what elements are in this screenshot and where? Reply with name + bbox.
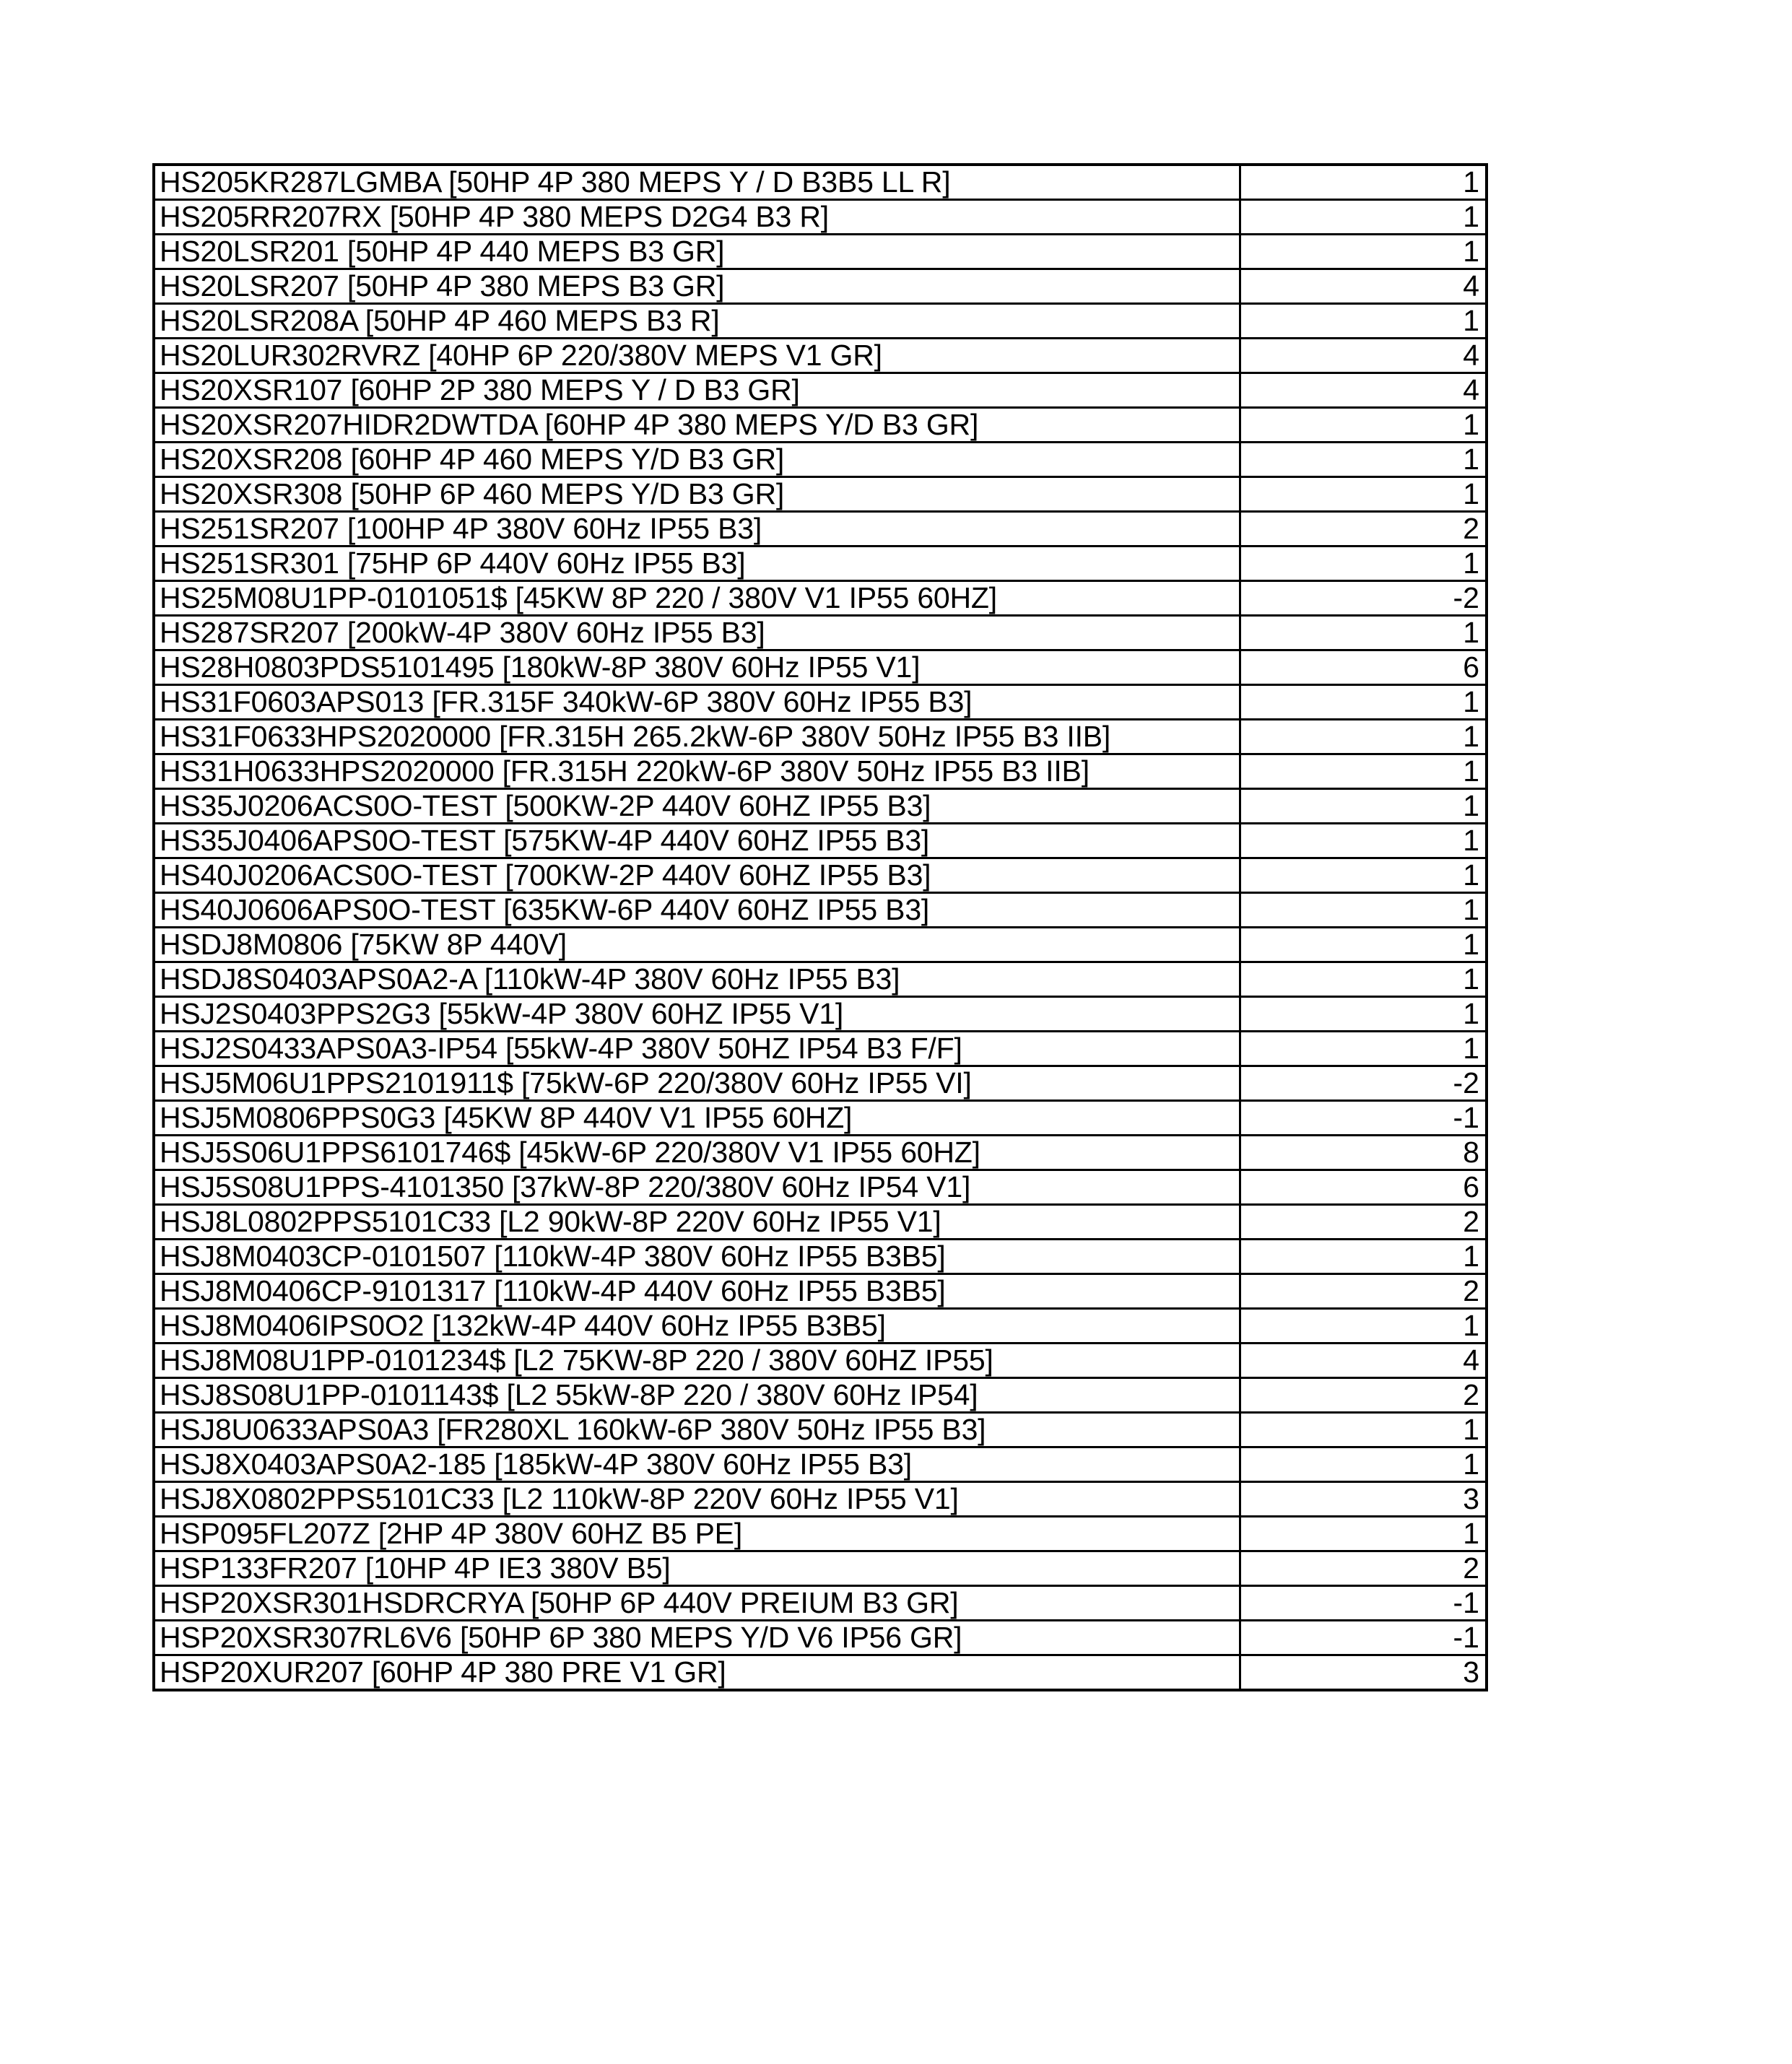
quantity-cell: 1: [1240, 824, 1487, 858]
quantity-cell: -2: [1240, 1066, 1487, 1101]
quantity-cell: 1: [1240, 1240, 1487, 1274]
quantity-cell: 1: [1240, 408, 1487, 443]
item-description-cell: HS287SR207 [200kW-4P 380V 60Hz IP55 B3]: [154, 616, 1240, 650]
table-row: [154, 1413, 1487, 1447]
table-row: [154, 893, 1487, 928]
item-description-cell: HSJ8M0403CP-0101507 [110kW-4P 380V 60Hz IP55 B3B5]: [154, 1240, 1240, 1274]
item-description-cell: HSDJ8M0806 [75KW 8P 440V]: [154, 928, 1240, 962]
item-description-cell: HS20LSR207 [50HP 4P 380 MEPS B3 GR]: [154, 269, 1240, 304]
item-description-cell: HS205RR207RX [50HP 4P 380 MEPS D2G4 B3 R]: [154, 200, 1240, 235]
quantity-cell: 2: [1240, 1378, 1487, 1413]
quantity-cell: 6: [1240, 1170, 1487, 1205]
table-row: [154, 269, 1487, 304]
item-description-cell: HSJ5M0806PPS0G3 [45KW 8P 440V V1 IP55 60HZ]: [154, 1101, 1240, 1136]
quantity-cell: 2: [1240, 1205, 1487, 1240]
table-row: [154, 754, 1487, 789]
quantity-cell: 1: [1240, 893, 1487, 928]
item-description-cell: HSJ2S0433APS0A3-IP54 [55kW-4P 380V 50HZ IP54 B3 F/F]: [154, 1032, 1240, 1066]
table-row: [154, 1101, 1487, 1136]
item-description-cell: HS20XSR207HIDR2DWTDA [60HP 4P 380 MEPS Y/D B3 GR]: [154, 408, 1240, 443]
quantity-cell: 1: [1240, 1447, 1487, 1482]
table-row: [154, 443, 1487, 477]
item-description-cell: HS20XSR308 [50HP 6P 460 MEPS Y/D B3 GR]: [154, 477, 1240, 512]
quantity-cell: 1: [1240, 997, 1487, 1032]
table-row: [154, 1621, 1487, 1655]
item-description-cell: HS20XSR107 [60HP 2P 380 MEPS Y / D B3 GR]: [154, 373, 1240, 408]
quantity-cell: 1: [1240, 616, 1487, 650]
item-description-cell: HSJ8X0403APS0A2-185 [185kW-4P 380V 60Hz IP55 B3]: [154, 1447, 1240, 1482]
table-row: [154, 1274, 1487, 1309]
quantity-cell: 1: [1240, 1413, 1487, 1447]
quantity-cell: 1: [1240, 720, 1487, 754]
table-row: [154, 339, 1487, 373]
quantity-cell: 1: [1240, 165, 1487, 200]
item-description-cell: HSJ5M06U1PPS2101911$ [75kW-6P 220/380V 60Hz IP55 VI]: [154, 1066, 1240, 1101]
quantity-cell: 1: [1240, 754, 1487, 789]
quantity-cell: -1: [1240, 1586, 1487, 1621]
item-description-cell: HS205KR287LGMBA [50HP 4P 380 MEPS Y / D B3B5 LL R]: [154, 165, 1240, 200]
table-row: [154, 408, 1487, 443]
quantity-cell: 4: [1240, 339, 1487, 373]
item-description-cell: HS40J0606APS0O-TEST [635KW-6P 440V 60HZ IP55 B3]: [154, 893, 1240, 928]
item-description-cell: HS20XSR208 [60HP 4P 460 MEPS Y/D B3 GR]: [154, 443, 1240, 477]
table-row: [154, 962, 1487, 997]
table-row: [154, 304, 1487, 339]
table-row: [154, 1170, 1487, 1205]
item-description-cell: HSJ5S08U1PPS-4101350 [37kW-8P 220/380V 60Hz IP54 V1]: [154, 1170, 1240, 1205]
table-row: [154, 235, 1487, 269]
quantity-cell: 3: [1240, 1482, 1487, 1517]
item-description-cell: HSJ8M08U1PP-0101234$ [L2 75KW-8P 220 / 380V 60HZ IP55]: [154, 1344, 1240, 1378]
table-row: [154, 1655, 1487, 1691]
item-description-cell: HSJ8X0802PPS5101C33 [L2 110kW-8P 220V 60Hz IP55 V1]: [154, 1482, 1240, 1517]
quantity-cell: 1: [1240, 477, 1487, 512]
item-description-cell: HSDJ8S0403APS0A2-A [110kW-4P 380V 60Hz IP55 B3]: [154, 962, 1240, 997]
table-row: [154, 928, 1487, 962]
item-description-cell: HS20LSR201 [50HP 4P 440 MEPS B3 GR]: [154, 235, 1240, 269]
quantity-cell: 1: [1240, 962, 1487, 997]
item-description-cell: HSJ8L0802PPS5101C33 [L2 90kW-8P 220V 60Hz IP55 V1]: [154, 1205, 1240, 1240]
item-description-cell: HSJ8U0633APS0A3 [FR280XL 160kW-6P 380V 50Hz IP55 B3]: [154, 1413, 1240, 1447]
table-row: [154, 373, 1487, 408]
table-row: [154, 789, 1487, 824]
inventory-table-body: [154, 165, 1487, 1690]
quantity-cell: 1: [1240, 304, 1487, 339]
table-row: [154, 1136, 1487, 1170]
table-row: [154, 720, 1487, 754]
item-description-cell: HS31H0633HPS2020000 [FR.315H 220kW-6P 380V 50Hz IP55 B3 IIB]: [154, 754, 1240, 789]
quantity-cell: 1: [1240, 235, 1487, 269]
item-description-cell: HS31F0603APS013 [FR.315F 340kW-6P 380V 60Hz IP55 B3]: [154, 685, 1240, 720]
table-row: [154, 581, 1487, 616]
item-description-cell: HSJ8M0406CP-9101317 [110kW-4P 440V 60Hz IP55 B3B5]: [154, 1274, 1240, 1309]
quantity-cell: 1: [1240, 858, 1487, 893]
quantity-cell: 4: [1240, 1344, 1487, 1378]
table-row: [154, 1066, 1487, 1101]
item-description-cell: HSP20XSR301HSDRCRYA [50HP 6P 440V PREIUM B3 GR]: [154, 1586, 1240, 1621]
quantity-cell: 2: [1240, 1551, 1487, 1586]
quantity-cell: 1: [1240, 1309, 1487, 1344]
table-row: [154, 1551, 1487, 1586]
table-row: [154, 616, 1487, 650]
table-row: [154, 1482, 1487, 1517]
table-row: [154, 1240, 1487, 1274]
item-description-cell: HS25M08U1PP-0101051$ [45KW 8P 220 / 380V V1 IP55 60HZ]: [154, 581, 1240, 616]
table-row: [154, 858, 1487, 893]
quantity-cell: 2: [1240, 1274, 1487, 1309]
table-row: [154, 997, 1487, 1032]
table-row: [154, 512, 1487, 547]
table-row: [154, 1447, 1487, 1482]
item-description-cell: HSJ8M0406IPS0O2 [132kW-4P 440V 60Hz IP55 B3B5]: [154, 1309, 1240, 1344]
quantity-cell: 2: [1240, 512, 1487, 547]
table-row: [154, 1309, 1487, 1344]
item-description-cell: HS35J0406APS0O-TEST [575KW-4P 440V 60HZ IP55 B3]: [154, 824, 1240, 858]
item-description-cell: HSP133FR207 [10HP 4P IE3 380V B5]: [154, 1551, 1240, 1586]
table-row: [154, 824, 1487, 858]
table-row: [154, 1344, 1487, 1378]
item-description-cell: HS20LSR208A [50HP 4P 460 MEPS B3 R]: [154, 304, 1240, 339]
table-row: [154, 1032, 1487, 1066]
item-description-cell: HSJ8S08U1PP-0101143$ [L2 55kW-8P 220 / 380V 60Hz IP54]: [154, 1378, 1240, 1413]
item-description-cell: HS251SR207 [100HP 4P 380V 60Hz IP55 B3]: [154, 512, 1240, 547]
quantity-cell: 8: [1240, 1136, 1487, 1170]
quantity-cell: 1: [1240, 928, 1487, 962]
quantity-cell: -1: [1240, 1621, 1487, 1655]
item-description-cell: HSJ5S06U1PPS6101746$ [45kW-6P 220/380V V1 IP55 60HZ]: [154, 1136, 1240, 1170]
quantity-cell: 4: [1240, 269, 1487, 304]
quantity-cell: -2: [1240, 581, 1487, 616]
quantity-cell: 4: [1240, 373, 1487, 408]
quantity-cell: 1: [1240, 789, 1487, 824]
table-row: [154, 650, 1487, 685]
item-description-cell: HS31F0633HPS2020000 [FR.315H 265.2kW-6P 380V 50Hz IP55 B3 IIB]: [154, 720, 1240, 754]
item-description-cell: HSJ2S0403PPS2G3 [55kW-4P 380V 60HZ IP55 V1]: [154, 997, 1240, 1032]
quantity-cell: 1: [1240, 685, 1487, 720]
table-row: [154, 685, 1487, 720]
table-row: [154, 547, 1487, 581]
table-row: [154, 200, 1487, 235]
item-description-cell: HSP095FL207Z [2HP 4P 380V 60HZ B5 PE]: [154, 1517, 1240, 1551]
quantity-cell: 1: [1240, 443, 1487, 477]
item-description-cell: HS20LUR302RVRZ [40HP 6P 220/380V MEPS V1 GR]: [154, 339, 1240, 373]
quantity-cell: 1: [1240, 200, 1487, 235]
table-row: [154, 1586, 1487, 1621]
quantity-cell: 1: [1240, 547, 1487, 581]
item-description-cell: HSP20XUR207 [60HP 4P 380 PRE V1 GR]: [154, 1655, 1240, 1691]
quantity-cell: -1: [1240, 1101, 1487, 1136]
item-description-cell: HS35J0206ACS0O-TEST [500KW-2P 440V 60HZ IP55 B3]: [154, 789, 1240, 824]
item-description-cell: HSP20XSR307RL6V6 [50HP 6P 380 MEPS Y/D V6 IP56 GR]: [154, 1621, 1240, 1655]
quantity-cell: 3: [1240, 1655, 1487, 1691]
table-row: [154, 1517, 1487, 1551]
table-row: [154, 477, 1487, 512]
quantity-cell: 1: [1240, 1517, 1487, 1551]
item-description-cell: HS28H0803PDS5101495 [180kW-8P 380V 60Hz IP55 V1]: [154, 650, 1240, 685]
item-description-cell: HS251SR301 [75HP 6P 440V 60Hz IP55 B3]: [154, 547, 1240, 581]
table-row: [154, 165, 1487, 200]
table-row: [154, 1378, 1487, 1413]
quantity-cell: 6: [1240, 650, 1487, 685]
item-description-cell: HS40J0206ACS0O-TEST [700KW-2P 440V 60HZ IP55 B3]: [154, 858, 1240, 893]
table-row: [154, 1205, 1487, 1240]
quantity-cell: 1: [1240, 1032, 1487, 1066]
inventory-table: [152, 163, 1488, 1691]
